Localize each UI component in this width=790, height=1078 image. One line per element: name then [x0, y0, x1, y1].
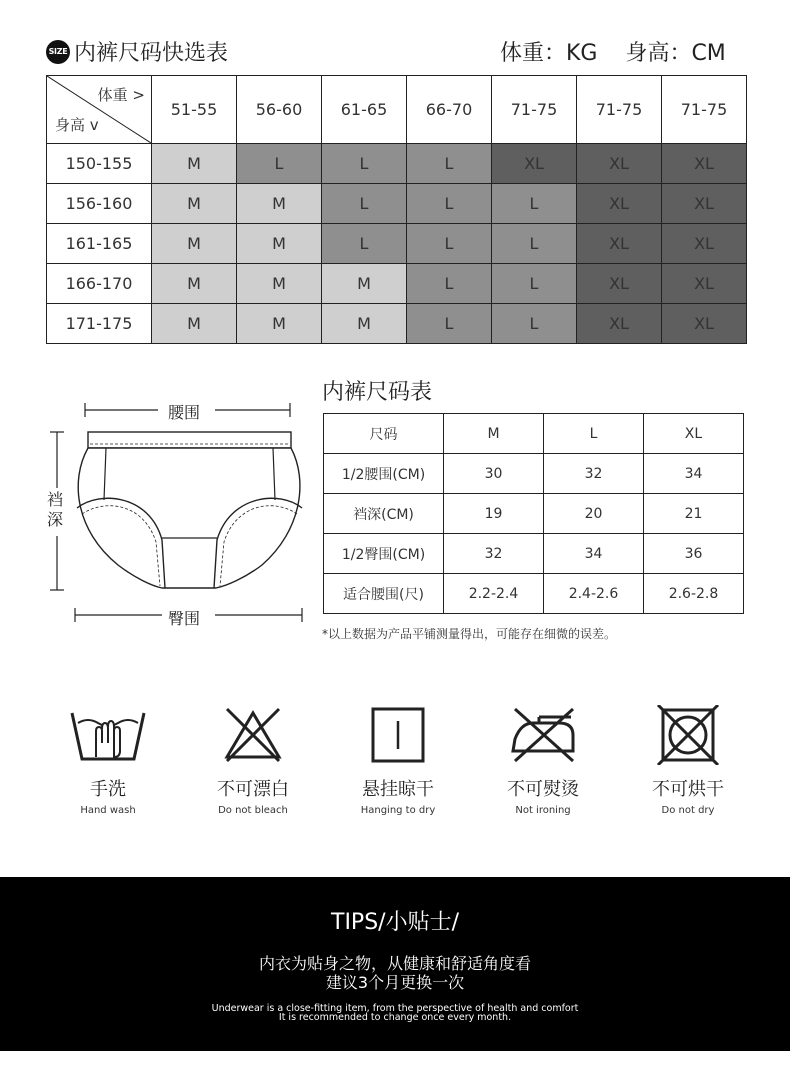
quick-table-header-row: [47, 76, 747, 144]
size-chart-header-row: [324, 414, 744, 454]
measurement-value-cell: 32: [444, 534, 544, 574]
weight-header: 51-55: [152, 76, 237, 144]
size-badge: SIZE: [46, 40, 70, 64]
waist-label: 腰围: [168, 403, 201, 422]
care-item-hand-wash: [48, 705, 168, 816]
size-cell: XL: [577, 264, 662, 304]
tips-english-line: It is recommended to change once every month.: [278, 1012, 512, 1023]
care-item-no-iron: [483, 705, 603, 816]
rise-label: 裆深: [47, 490, 64, 529]
weight-header: 71-75: [492, 76, 577, 144]
measurement-value-cell: 20: [544, 494, 644, 534]
size-cell: L: [492, 224, 577, 264]
measurement-value-cell: 2.2-2.4: [444, 574, 544, 614]
tips-panel: [0, 877, 790, 1051]
care-label-en: Hand wash: [80, 805, 136, 816]
care-label: 手洗: [90, 779, 126, 800]
care-label: 不可熨烫: [507, 779, 579, 800]
quick-size-table: [46, 75, 747, 344]
height-range-cell: 161-165: [47, 224, 152, 264]
measurement-value-cell: 21: [644, 494, 744, 534]
tips-text-line: 内衣为贴身之物，从健康和舒适角度看: [258, 954, 531, 973]
corner-height-label: 身高 v: [55, 116, 99, 134]
care-label-en: Hanging to dry: [360, 805, 436, 816]
size-cell: XL: [662, 304, 747, 344]
size-chart-row: [324, 494, 744, 534]
size-cell: M: [237, 184, 322, 224]
height-range-cell: 156-160: [47, 184, 152, 224]
size-cell: M: [152, 144, 237, 184]
measurement-value-cell: 30: [444, 454, 544, 494]
measurement-value-cell: M: [444, 414, 544, 454]
weight-header: 56-60: [237, 76, 322, 144]
size-cell: M: [152, 264, 237, 304]
size-cell: XL: [662, 184, 747, 224]
measurement-value-cell: 2.4-2.6: [544, 574, 644, 614]
measurement-label-cell: 1/2臀围(CM): [324, 534, 444, 574]
size-cell: L: [407, 184, 492, 224]
care-label-en: Do not bleach: [218, 805, 288, 816]
measurement-value-cell: 34: [544, 534, 644, 574]
size-cell: XL: [577, 304, 662, 344]
measurement-value-cell: L: [544, 414, 644, 454]
weight-header: 61-65: [322, 76, 407, 144]
size-cell: L: [492, 264, 577, 304]
tips-text-line: 建议3个月更换一次: [325, 973, 465, 992]
size-cell: XL: [492, 144, 577, 184]
size-cell: L: [322, 184, 407, 224]
measurement-label-cell: 尺码: [324, 414, 444, 454]
units-label: 体重：KG 身高：CM: [500, 41, 726, 66]
panty-diagram: [40, 390, 310, 630]
tips-english-line: Underwear is a close-fitting item, from the perspective of health and comfort: [211, 1003, 579, 1014]
weight-header: 71-75: [577, 76, 662, 144]
size-cell: L: [237, 144, 322, 184]
no-tumble-dry-icon: [648, 705, 728, 765]
size-cell: L: [407, 264, 492, 304]
height-range-cell: 150-155: [47, 144, 152, 184]
care-item-no-tumble-dry: [628, 705, 748, 816]
size-cell: L: [322, 224, 407, 264]
measurement-label-cell: 裆深(CM): [324, 494, 444, 534]
size-chart-table: [323, 413, 744, 614]
tips-title: TIPS/小贴士/: [331, 910, 459, 935]
size-cell: M: [152, 304, 237, 344]
measurement-value-cell: XL: [644, 414, 744, 454]
care-label-en: Not ironing: [515, 805, 571, 816]
height-range-cell: 171-175: [47, 304, 152, 344]
size-chart-row: [324, 534, 744, 574]
size-cell: M: [237, 304, 322, 344]
measurement-label-cell: 1/2腰围(CM): [324, 454, 444, 494]
quick-table-row: [47, 224, 747, 264]
size-cell: XL: [577, 224, 662, 264]
height-range-cell: 166-170: [47, 264, 152, 304]
measurement-value-cell: 36: [644, 534, 744, 574]
size-cell: L: [407, 224, 492, 264]
size-cell: M: [322, 304, 407, 344]
no-bleach-icon: [213, 705, 293, 765]
care-item-hang-dry: [338, 705, 458, 816]
measurement-note: *以上数据为产品平铺测量得出，可能存在细微的误差。: [322, 627, 617, 641]
corner-weight-label: 体重 >: [97, 86, 145, 104]
quick-table-row: [47, 184, 747, 224]
measurement-value-cell: 32: [544, 454, 644, 494]
size-cell: M: [237, 264, 322, 304]
size-cell: XL: [662, 224, 747, 264]
care-label: 不可漂白: [217, 779, 289, 800]
weight-header: 71-75: [662, 76, 747, 144]
measurement-value-cell: 2.6-2.8: [644, 574, 744, 614]
hip-label: 臀围: [168, 609, 201, 628]
hand-wash-icon: [68, 705, 148, 765]
quick-select-title: 内裤尺码快选表: [74, 41, 229, 66]
size-cell: L: [492, 184, 577, 224]
no-iron-icon: [503, 705, 583, 765]
size-cell: L: [322, 144, 407, 184]
size-cell: L: [492, 304, 577, 344]
hang-dry-icon: [358, 705, 438, 765]
quick-table-row: [47, 304, 747, 344]
measurement-value-cell: 34: [644, 454, 744, 494]
corner-cell: [47, 76, 152, 144]
size-chart-row: [324, 454, 744, 494]
size-cell: M: [322, 264, 407, 304]
quick-table-row: [47, 264, 747, 304]
measurement-label-cell: 适合腰围(尺): [324, 574, 444, 614]
size-cell: L: [407, 304, 492, 344]
size-cell: M: [237, 224, 322, 264]
size-chart-row: [324, 574, 744, 614]
quick-table-row: [47, 144, 747, 184]
size-cell: M: [152, 224, 237, 264]
measurement-value-cell: 19: [444, 494, 544, 534]
care-label: 悬挂晾干: [362, 779, 434, 800]
size-cell: XL: [577, 184, 662, 224]
size-cell: XL: [577, 144, 662, 184]
size-cell: L: [407, 144, 492, 184]
size-cell: XL: [662, 144, 747, 184]
size-chart-title: 内裤尺码表: [322, 380, 433, 405]
care-item-no-bleach: [193, 705, 313, 816]
size-cell: XL: [662, 264, 747, 304]
care-label-en: Do not dry: [661, 805, 715, 816]
care-label: 不可烘干: [652, 779, 724, 800]
weight-header: 66-70: [407, 76, 492, 144]
size-cell: M: [152, 184, 237, 224]
